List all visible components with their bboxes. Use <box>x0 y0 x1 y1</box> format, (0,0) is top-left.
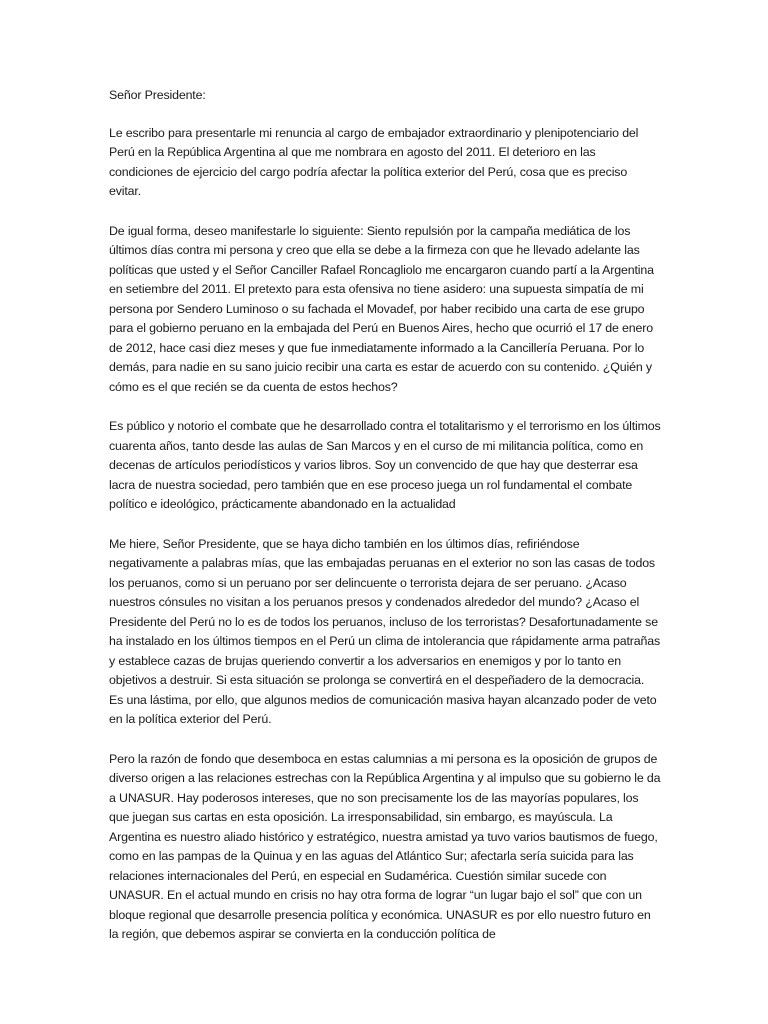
paragraph-3: Es público y notorio el combate que he desarrollado contra el totalitarismo y el terrorismo en los últimos cuarenta años, tanto desde las aulas de San Marcos y en el curso de mi militancia política, como en decenas de artículos periodísticos y varios libros. Soy un convencido de que hay que desterrar esa lacra de nuestra sociedad, pero también que en ese proceso juega un rol fundamental el combate político e ideológico, prácticamente abandonado en la actualidad <box>109 419 661 511</box>
salutation: Señor Presidente: <box>109 88 206 102</box>
letter-body <box>109 86 661 965</box>
paragraph-1: Le escribo para presentarle mi renuncia al cargo de embajador extraordinario y plenipotenciario del Perú en la República Argentina al que me nombrara en agosto del 2011. El deterioro en las condiciones de ejercicio del cargo podría afectar la política exterior del Perú, cosa que es preciso evitar. <box>109 125 639 198</box>
paragraph-4: Me hiere, Señor Presidente, que se haya dicho también en los últimos días, refiriéndose negativamente a palabras mías, que las embajadas peruanas en el exterior no son las casas de todos los peruanos, como si un peruano por ser delincuente o terrorista dejara de ser peruano. ¿Acaso nuestros cónsules no visitan a los peruanos presos y condenados alrededor del mundo? ¿Acaso el Presidente del Perú no lo es de todos los peruanos, incluso de los terroristas? Desafortunadamente se ha instalado en los últimos tiempos en el Perú un clima de intolerancia que rápidamente arma patrañas y establece cazas de brujas queriendo convertir a los adversarios en enemigos y por lo tanto en objetivos a destruir. Si esta situación se prolonga se convertirá en el despeñadero de la democracia. Es una lástima, por ello, que algunos medios de comunicación masiva hayan alcanzado poder de veto en la política exterior del Perú. <box>109 536 661 726</box>
paragraph-5: Pero la razón de fondo que desemboca en estas calumnias a mi persona es la oposición de grupos de diverso origen a las relaciones estrechas con la República Argentina y al impulso que su gobierno le da a UNASUR. Hay poderosos intereses, que no son precisamente los de las mayorías populares, los que juegan sus cartas en esta oposición. La irresponsabilidad, sin embargo, es mayúscula. La Argentina es nuestro aliado histórico y estratégico, nuestra amistad ya tuvo varios bautismos de fuego, como en las pampas de la Quinua y en las aguas del Atlántico Sur; afectarla sería suicida para las relaciones internacionales del Perú, en especial en Sudamérica. Cuestión similar sucede con UNASUR. En el actual mundo en crisis no hay otra forma de lograr “un lugar bajo el sol” que con un bloque regional que desarrolle presencia política y económica. UNASUR es por ello nuestro futuro en la región, que debemos aspirar se convierta en la conducción política de <box>109 751 661 941</box>
paragraph-2: De igual forma, deseo manifestarle lo siguiente: Siento repulsión por la campaña mediática de los últimos días contra mi persona y creo que ella se debe a la firmeza con que he llevado adelante las políticas que usted y el Señor Canciller Rafael Roncagliolo me encargaron cuando partí a la Argentina en setiembre del 2011. El pretexto para esta ofensiva no tiene asidero: una supuesta simpatía de mi persona por Sendero Luminoso o su fachada el Movadef, por haber recibido una carta de ese grupo para el gobierno peruano en la embajada del Perú en Buenos Aires, hecho que ocurrió el 17 de enero de 2012, hace casi diez meses y que fue inmediatamente informado a la Cancillería Peruana. Por lo demás, para nadie en su sano juicio recibir una carta es estar de acuerdo con su contenido. ¿Quién y cómo es el que recién se da cuenta de estos hechos? <box>109 223 654 394</box>
